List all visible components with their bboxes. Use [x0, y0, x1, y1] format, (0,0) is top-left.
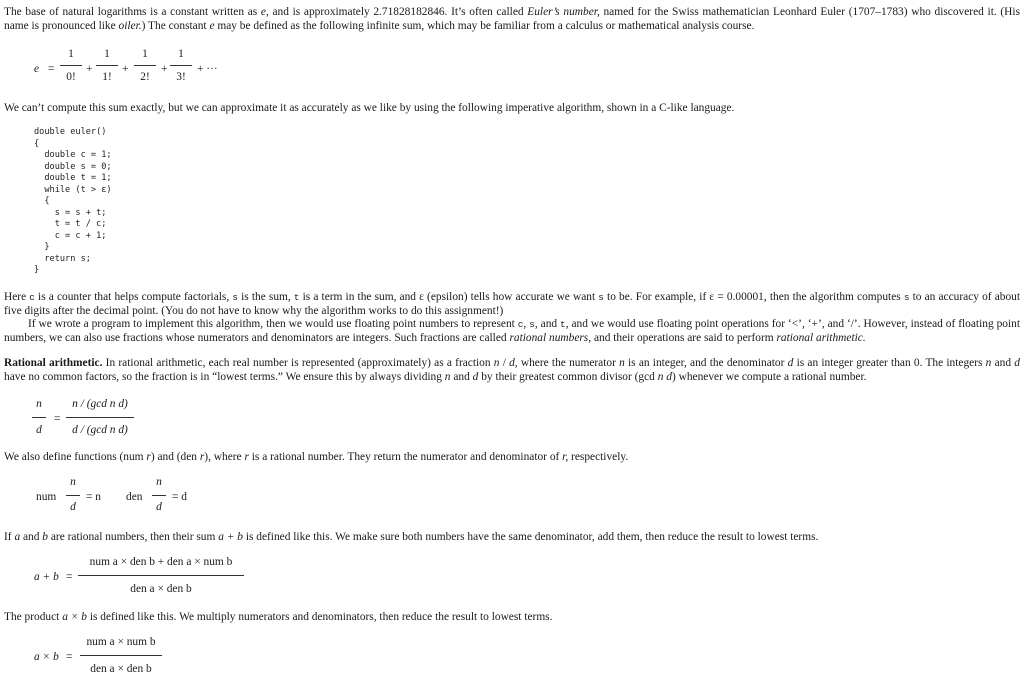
variables-paragraph	[4, 291, 1020, 318]
text: /	[499, 357, 510, 369]
text: ) and (den	[150, 451, 200, 463]
code-var: s	[903, 292, 910, 303]
text: is a counter that helps compute factorials,	[34, 291, 233, 303]
text: r	[199, 451, 205, 463]
text: The product	[4, 611, 63, 623]
equals-sign: =	[48, 63, 55, 75]
text: ,	[523, 318, 530, 330]
text: a	[14, 531, 21, 543]
text: If we wrote a program to implement this algorithm, then we would use floating point numbers to represent	[28, 318, 518, 330]
text: ) The constant	[141, 19, 210, 32]
text: r	[244, 451, 249, 463]
text: oiler.	[118, 19, 142, 32]
num-function-label: num	[36, 491, 57, 503]
code-block	[34, 127, 112, 277]
code-line: double c = 1;	[34, 150, 112, 160]
num-den-paragraph	[4, 451, 1020, 465]
text: is an integer, and the denominator	[624, 357, 788, 369]
term-denominator: 3!	[176, 70, 186, 83]
text: n	[619, 357, 625, 369]
product-fraction	[80, 636, 162, 676]
fraction-numerator: n / (gcd n d)	[72, 398, 128, 410]
text: is defined like this. We multiply numerators and denominators, then reduce the result to lowest terms.	[86, 611, 553, 623]
text: b	[42, 531, 48, 543]
sum-lhs: a + b	[34, 571, 59, 583]
fraction-denominator: den a × den b	[90, 662, 152, 675]
text: rational arithmetic.	[776, 331, 866, 344]
text: to an accuracy of about five digits after the decimal point. (You do not have to know why the algorithm works to do this assignment!)	[4, 291, 1021, 317]
series-term	[60, 48, 82, 84]
e-symbol: e	[34, 63, 40, 75]
text: is defined like this. We make sure both numbers have the same denominator, add them, then reduce the result to lowest terms.	[242, 531, 819, 543]
fraction-rhs	[66, 398, 134, 437]
text: respectively.	[568, 451, 629, 463]
intro-paragraph	[4, 6, 1020, 33]
fraction-denominator: d	[36, 423, 42, 436]
fraction-numerator: n	[70, 476, 76, 488]
product-lhs: a × b	[34, 651, 59, 663]
term-denominator: 1!	[102, 70, 112, 83]
equals-sign: =	[54, 413, 61, 425]
text: and their operations are said to perform	[591, 331, 777, 344]
code-line: }	[34, 242, 50, 252]
text: and	[991, 357, 1015, 369]
term-numerator: 1	[104, 48, 110, 60]
text: , and we would use floating point operations for ‘<’, ‘+’, and ‘/’. However, instead of floating point numbers, we can also use fractions whose numerators and denominators are integers. Such fractions are called	[4, 318, 1020, 344]
text: and	[450, 370, 473, 383]
text: d,	[509, 357, 518, 369]
text: is a term in the sum, and ε (epsilon) tells how accurate we want	[299, 291, 599, 303]
code-line: t = t / c;	[34, 219, 107, 229]
fraction-numerator: n	[156, 476, 162, 488]
term-numerator: 1	[178, 48, 184, 60]
text: ), where	[204, 451, 245, 463]
series-term	[134, 48, 156, 84]
floating-point-paragraph	[4, 318, 1020, 345]
text: rational numbers,	[509, 331, 592, 344]
text: We also define functions (num	[4, 451, 147, 463]
text: ) whenever we compute a rational number.	[671, 370, 867, 383]
product-definition-paragraph	[4, 611, 1020, 625]
code-line: {	[34, 196, 50, 206]
text: is an integer greater than 0. The integers	[793, 357, 986, 369]
fraction-numerator: num a × den b + den a × num b	[89, 556, 233, 568]
text: named for the Swiss mathematician Leonhard Euler (1707–1783) who discovered it. (His name is pronounced like	[4, 6, 1020, 32]
code-var: c	[517, 319, 524, 330]
text: In rational arithmetic, each real number is represented (approximately) as a fraction	[102, 357, 494, 369]
code-var: s	[598, 292, 604, 303]
text: may be defined as the following infinite sum, which may be familiar from a calculus or mathematical analysis course.	[214, 19, 755, 32]
text: e	[260, 6, 266, 18]
fraction-denominator: den a × den b	[130, 582, 192, 595]
text: to be. For example, if ε = 0.00001, then the algorithm computes	[603, 291, 904, 303]
series-ellipsis: + ···	[197, 63, 218, 75]
text: Euler’s number,	[527, 6, 600, 18]
text: n	[493, 357, 500, 369]
text: Here	[4, 291, 30, 303]
fraction-numerator: n	[36, 398, 42, 410]
term-numerator: 1	[142, 48, 148, 60]
code-line: return s;	[34, 253, 91, 264]
code-line: while (t > ε)	[34, 184, 112, 195]
code-line: s = s + t;	[34, 207, 107, 218]
text: e	[209, 19, 215, 32]
series-term	[170, 48, 192, 84]
sum-fraction	[78, 556, 244, 596]
term-denominator: 0!	[66, 70, 76, 83]
text: If	[4, 531, 15, 543]
plus-sign: +	[86, 63, 93, 75]
fraction-lhs	[32, 398, 46, 437]
plus-sign: +	[161, 63, 168, 75]
rational-arithmetic-paragraph	[4, 357, 1020, 384]
num-result: = n	[86, 491, 101, 503]
fraction-denominator: d	[156, 500, 162, 513]
num-fraction	[66, 476, 80, 514]
text: , and is approximately 2.71828182846. It’s often called	[265, 6, 528, 18]
code-line: double s = 0;	[34, 161, 112, 172]
fraction-denominator: d / (gcd n d)	[72, 423, 128, 436]
code-var: t	[560, 319, 566, 330]
algorithm-intro-paragraph: We can’t compute this sum exactly, but we can approximate it as accurately as we like by using the following imperative algorithm, shown in a C-like language.	[4, 102, 735, 114]
text: have no common factors, so the fraction is in “lowest terms.” We ensure this by always dividing	[4, 370, 445, 383]
plus-sign: +	[122, 63, 129, 75]
equals-sign: =	[66, 571, 73, 583]
text: n	[444, 370, 451, 383]
fraction-denominator: d	[70, 500, 76, 513]
code-line: }	[34, 265, 40, 275]
code-var: s	[529, 319, 535, 330]
text: d	[472, 370, 479, 383]
section-heading: Rational arithmetic.	[4, 357, 103, 369]
text: is a rational number. They return the numerator and denominator of	[248, 451, 563, 463]
code-var: s	[232, 292, 238, 303]
text: a × b	[62, 611, 87, 623]
code-line: {	[34, 138, 40, 149]
code-line: double euler()	[34, 127, 107, 137]
code-line: double t = 1;	[34, 173, 112, 183]
term-denominator: 2!	[140, 70, 150, 83]
text: n	[657, 370, 664, 383]
text: is the sum,	[237, 291, 294, 303]
text: d	[787, 357, 794, 369]
text: r	[146, 451, 151, 463]
text: where the numerator	[517, 357, 620, 369]
text: d	[666, 370, 672, 383]
code-var: c	[29, 292, 35, 303]
text: The base of natural logarithms is a constant written as	[4, 6, 261, 18]
den-function-label: den	[126, 491, 143, 503]
text: n	[985, 357, 992, 369]
term-numerator: 1	[68, 48, 74, 60]
code-line: c = c + 1;	[34, 230, 107, 241]
den-fraction	[152, 476, 166, 514]
series-term	[96, 48, 118, 84]
text: , and	[534, 318, 561, 330]
fraction-numerator: num a × num b	[86, 636, 156, 648]
sum-definition-paragraph	[4, 531, 1020, 545]
text: by their greatest common divisor (gcd	[478, 370, 658, 383]
text: a + b	[218, 531, 243, 543]
text: r,	[562, 451, 569, 463]
den-result: = d	[172, 491, 187, 503]
equals-sign: =	[66, 651, 73, 663]
text: d	[1014, 357, 1020, 369]
code-var: t	[293, 292, 300, 303]
text: and	[20, 531, 43, 543]
text: are rational numbers, then their sum	[48, 531, 219, 543]
